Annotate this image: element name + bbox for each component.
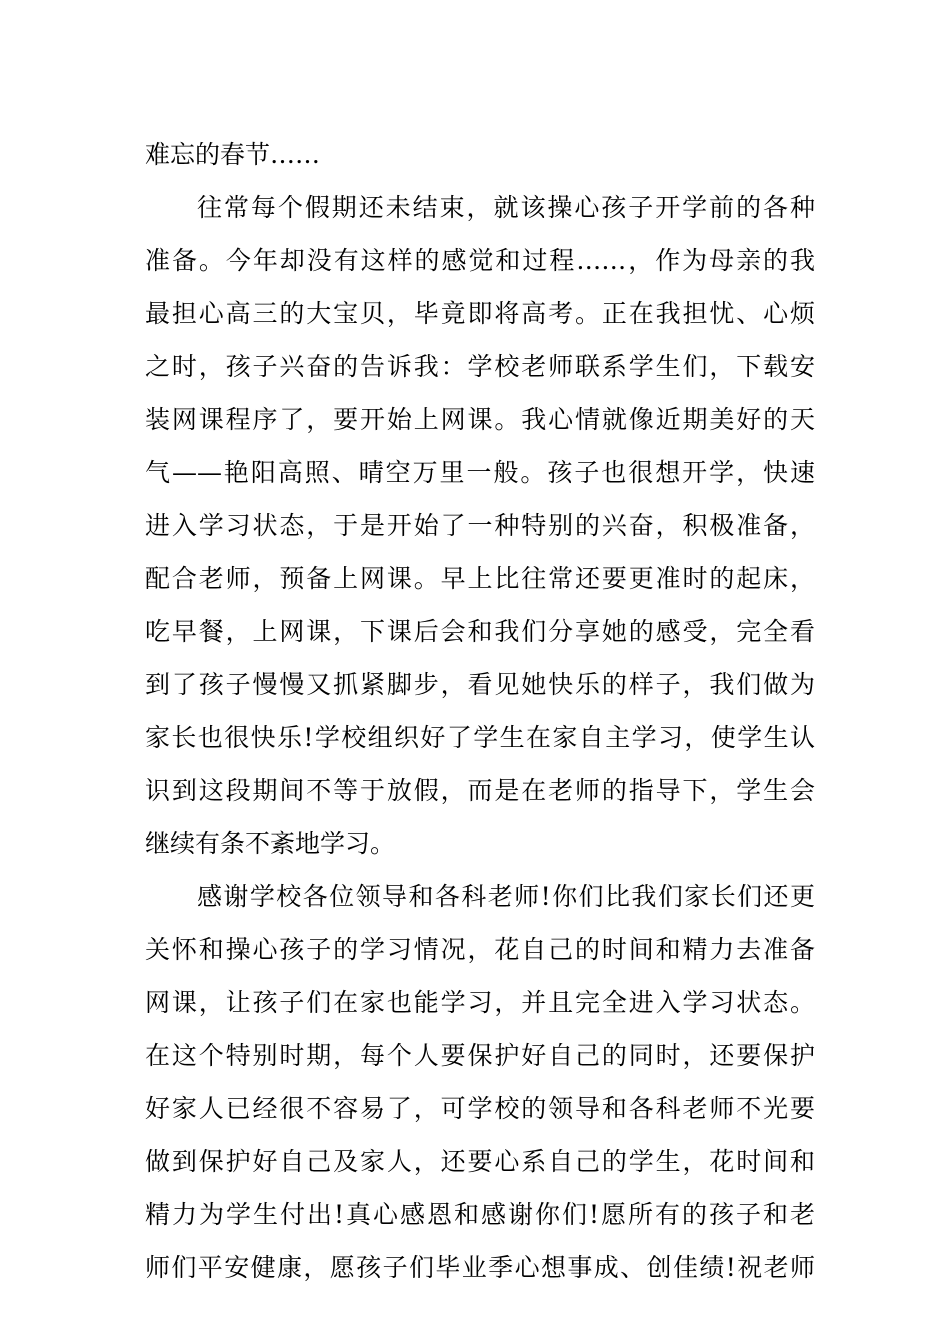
- document-body: [145, 128, 815, 1294]
- text-line: 最担心高三的大宝贝，毕竟即将高考。正在我担忧、心烦: [145, 299, 815, 328]
- text-line: 往常每个假期还未结束，就该操心孩子开学前的各种: [197, 193, 815, 222]
- text-line: 继续有条不紊地学习。: [145, 829, 396, 858]
- text-line: 网课，让孩子们在家也能学习，并且完全进入学习状态。: [145, 988, 815, 1017]
- text-line: 到了孩子慢慢又抓紧脚步，看见她快乐的样子，我们做为: [145, 670, 815, 699]
- text-line: 家长也很快乐!学校组织好了学生在家自主学习，使学生认: [145, 723, 815, 752]
- text-line: 师们平安健康，愿孩子们毕业季心想事成、创佳绩!祝老师: [145, 1253, 815, 1282]
- text-line: 进入学习状态，于是开始了一种特别的兴奋，积极准备，: [145, 511, 815, 540]
- text-line: 在这个特别时期，每个人要保护好自己的同时，还要保护: [145, 1041, 815, 1070]
- text-line: 好家人已经很不容易了，可学校的领导和各科老师不光要: [145, 1094, 815, 1123]
- text-line: 准备。今年却没有这样的感觉和过程……，作为母亲的我: [145, 246, 815, 275]
- text-line: 精力为学生付出!真心感恩和感谢你们!愿所有的孩子和老: [145, 1200, 815, 1229]
- text-line: 关怀和操心孩子的学习情况，花自己的时间和精力去准备: [145, 935, 815, 964]
- text-line: 配合老师，预备上网课。早上比往常还要更准时的起床，: [145, 564, 815, 593]
- text-line: 难忘的春节……: [145, 140, 321, 169]
- text-line: 气——艳阳高照、晴空万里一般。孩子也很想开学，快速: [145, 458, 815, 487]
- text-line: 识到这段期间不等于放假，而是在老师的指导下，学生会: [145, 776, 815, 805]
- text-line: 做到保护好自己及家人，还要心系自己的学生，花时间和: [145, 1147, 815, 1176]
- text-line: 装网课程序了，要开始上网课。我心情就像近期美好的天: [145, 405, 815, 434]
- text-line: 吃早餐，上网课，下课后会和我们分享她的感受，完全看: [145, 617, 815, 646]
- text-line: 感谢学校各位领导和各科老师!你们比我们家长们还更: [197, 882, 815, 911]
- text-line: 之时，孩子兴奋的告诉我：学校老师联系学生们，下载安: [145, 352, 815, 381]
